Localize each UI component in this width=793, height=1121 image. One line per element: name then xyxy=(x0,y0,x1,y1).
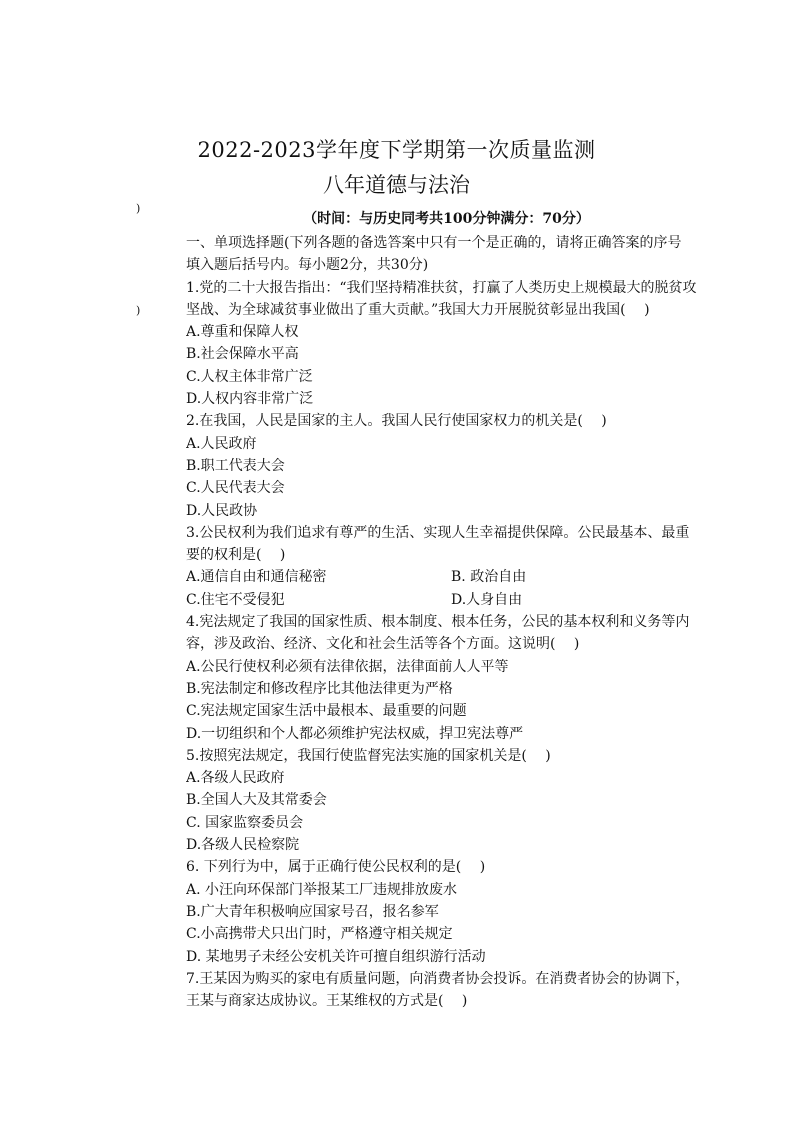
option-b: B.职工代表大会 xyxy=(186,457,285,474)
option-row xyxy=(186,566,716,588)
option-c: C.人权主体非常广泛 xyxy=(186,368,313,385)
question-stem: 坚战、为全球减贫事业做出了重大贡献。”我国大力开展脱贫彰显出我国( ) xyxy=(186,301,650,318)
option-row xyxy=(186,589,716,611)
question-1 xyxy=(186,277,716,411)
question-stem: 3.公民权利为我们追求有尊严的生活、实现人生幸福提供保障。公民最基本、最重 xyxy=(186,524,690,541)
question-stem: 5.按照宪法规定，我国行使监督宪法实施的国家机关是( ) xyxy=(186,747,551,764)
exam-title: 2022-2023学年度下学期第一次质量监测 xyxy=(197,138,596,162)
question-7 xyxy=(186,968,716,1013)
option-c: C.小高携带犬只出门时，严格遵守相关规定 xyxy=(186,926,453,943)
question-5 xyxy=(186,745,716,856)
exam-subject: 八年道德与法治 xyxy=(323,173,470,197)
question-stem: 2.在我国，人民是国家的主人。我国人民行使国家权力的机关是( ) xyxy=(186,413,607,430)
section-heading: 一、单项选择题(下列各题的备选答案中只有一个是正确的，请将正确答案的序号 xyxy=(186,235,682,251)
question-4 xyxy=(186,611,716,745)
option-a: A.各级人民政府 xyxy=(186,770,285,787)
question-stem: 1.党的二十大报告指出：“我们坚持精准扶贫，打赢了人类历史上规模最大的脱贫攻 xyxy=(186,279,697,296)
option-b: B.宪法制定和修改程序比其他法律更为严格 xyxy=(186,680,453,697)
question-content xyxy=(186,232,716,1012)
option-d: D.一切组织和个人都必须维护宪法权威，捍卫宪法尊严 xyxy=(186,725,524,742)
section-heading: 填入题后括号内。每小题2分，共30分) xyxy=(186,257,429,274)
question-3 xyxy=(186,522,716,611)
option-c: C.人民代表大会 xyxy=(186,480,285,497)
option-b: B.全国人大及其常委会 xyxy=(186,792,327,809)
option-c: C. 国家监察委员会 xyxy=(186,814,304,831)
option-c: C.宪法规定国家生活中最根本、最重要的问题 xyxy=(186,703,467,720)
option-d: D.人权内容非常广泛 xyxy=(186,391,314,408)
option-d: D. 某地男子未经公安机关许可擅自组织游行活动 xyxy=(186,948,486,965)
question-stem: 要的权利是( ) xyxy=(186,547,286,564)
option-a: A.尊重和保障人权 xyxy=(186,324,299,341)
option-b: B.广大青年积极响应国家号召，报名参军 xyxy=(186,903,439,920)
question-stem: 6. 下列行为中，属于正确行使公民权利的是( ) xyxy=(186,859,486,876)
option-d: D.人民政协 xyxy=(186,502,258,519)
question-stem: 王某与商家达成协议。王某维权的方式是( ) xyxy=(186,993,468,1010)
option-a: A.通信自由和通信秘密 xyxy=(186,569,327,586)
option-d: D.人身自由 xyxy=(451,591,523,608)
exam-time-info: （时间：与历史同考共100分钟满分：70分） xyxy=(303,211,590,227)
option-a: A.人民政府 xyxy=(186,435,257,452)
option-a: A.公民行使权利必须有法律依据，法律面前人人平等 xyxy=(186,658,509,675)
margin-mark: ) xyxy=(136,202,141,215)
question-stem: 4.宪法规定了我国的国家性质、根本制度、根本任务，公民的基本权利和义务等内 xyxy=(186,614,690,631)
option-c: C.住宅不受侵犯 xyxy=(186,591,285,608)
question-2 xyxy=(186,410,716,521)
option-a: A. 小汪向环保部门举报某工厂违规排放废水 xyxy=(186,881,458,898)
option-b: B.社会保障水平高 xyxy=(186,346,299,363)
margin-mark: ) xyxy=(136,304,141,317)
question-stem: 7.王某因为购买的家电有质量问题，向消费者协会投诉。在消费者协会的协调下， xyxy=(186,970,690,987)
question-stem: 容，涉及政治、经济、文化和社会生活等各个方面。这说明( ) xyxy=(186,636,580,653)
question-6 xyxy=(186,856,716,967)
option-b: B. 政治自由 xyxy=(451,569,527,586)
option-d: D.各级人民检察院 xyxy=(186,837,300,854)
